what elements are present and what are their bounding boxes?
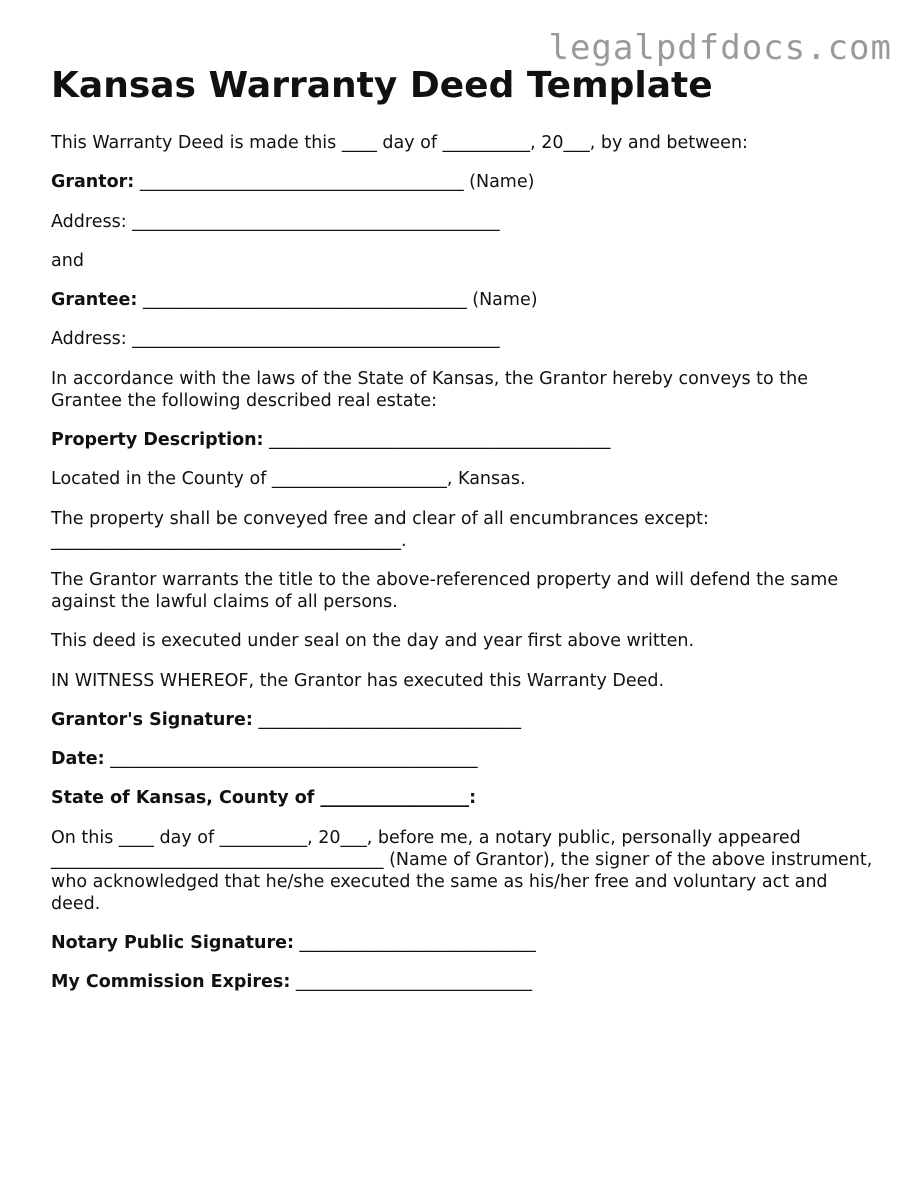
warranty-paragraph: The Grantor warrants the title to the above-referenced property and will defend the same against the lawful claims of all persons. (51, 569, 844, 612)
encumbrances-paragraph: The property shall be conveyed free and clear of all encumbrances except: ________________________________________. (51, 508, 715, 551)
notary-paragraph: On this ____ day of __________, 20___, before me, a notary public, personally appeared ______________________________________ (Name of Grantor), the signer of the above instrument, who acknowledged that he/she executed the same as his/her free and voluntary act and deed. (51, 827, 878, 914)
watermark-logo: legalpdfdocs.com (548, 28, 892, 68)
commission-expires-label: My Commission Expires: (51, 972, 291, 993)
notary-signature-line (51, 932, 881, 954)
date-field: __________________________________________ (104, 749, 478, 770)
grantor-line (51, 171, 881, 193)
witness-paragraph: IN WITNESS WHEREOF, the Grantor has executed this Warranty Deed. (51, 670, 665, 691)
state-county-line: State of Kansas, County of _________________: (51, 788, 477, 809)
property-description-label: Property Description: (51, 430, 264, 451)
property-description-field: _______________________________________ (263, 430, 611, 451)
intro-line: This Warranty Deed is made this ____ day of __________, 20___, by and between: (51, 133, 748, 153)
grantee-line (51, 289, 881, 311)
grantor-name-field: _____________________________________ (Name) (134, 172, 535, 193)
grantor-address-line: Address: __________________________________________ (51, 211, 500, 232)
commission-expires-field: ___________________________ (290, 972, 533, 993)
grantee-label: Grantee: (51, 290, 138, 311)
notary-signature-field: ___________________________ (293, 933, 536, 954)
property-description-line (51, 429, 881, 451)
conveyance-paragraph: In accordance with the laws of the State of Kansas, the Grantor hereby conveys to the Grantee the following described real estate: (51, 368, 814, 411)
grantor-signature-label: Grantor's Signature: (51, 709, 253, 730)
and-line: and (51, 250, 84, 271)
commission-expires-line (51, 971, 881, 993)
grantor-label: Grantor: (51, 172, 135, 193)
county-line: Located in the County of ____________________, Kansas. (51, 469, 526, 490)
grantee-address-line: Address: __________________________________________ (51, 329, 500, 350)
grantor-signature-field: ______________________________ (252, 709, 521, 730)
notary-signature-label: Notary Public Signature: (51, 933, 294, 954)
grantee-name-field: _____________________________________ (Name) (137, 290, 538, 311)
date-label: Date: (51, 749, 105, 770)
document-title: Kansas Warranty Deed Template (51, 65, 713, 106)
deed-body (51, 132, 881, 1011)
grantor-signature-line (51, 709, 881, 731)
seal-paragraph: This deed is executed under seal on the day and year first above written. (51, 631, 695, 652)
date-line (51, 748, 881, 770)
